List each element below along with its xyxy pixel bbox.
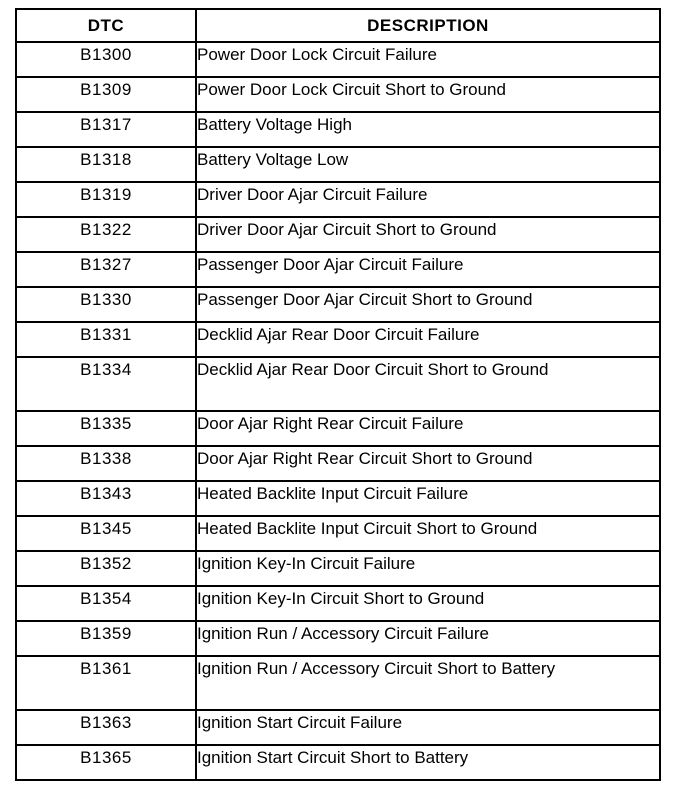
dtc-description: Passenger Door Ajar Circuit Failure [196, 252, 660, 287]
dtc-code: B1352 [16, 551, 196, 586]
dtc-description: Ignition Start Circuit Failure [196, 710, 660, 745]
dtc-code: B1354 [16, 586, 196, 621]
dtc-description: Ignition Key-In Circuit Short to Ground [196, 586, 660, 621]
table-row [16, 551, 660, 586]
table-row [16, 446, 660, 481]
dtc-description: Power Door Lock Circuit Failure [196, 42, 660, 77]
dtc-description: Heated Backlite Input Circuit Failure [196, 481, 660, 516]
table-row [16, 411, 660, 446]
header-dtc: DTC [16, 9, 196, 42]
table-row [16, 287, 660, 322]
table-row [16, 77, 660, 112]
table-row [16, 322, 660, 357]
dtc-code: B1361 [16, 656, 196, 710]
table-row [16, 252, 660, 287]
dtc-code: B1359 [16, 621, 196, 656]
dtc-code: B1322 [16, 217, 196, 252]
table-row [16, 147, 660, 182]
dtc-code: B1327 [16, 252, 196, 287]
dtc-code: B1363 [16, 710, 196, 745]
dtc-code: B1343 [16, 481, 196, 516]
header-description: DESCRIPTION [196, 9, 660, 42]
dtc-description: Power Door Lock Circuit Short to Ground [196, 77, 660, 112]
table-row [16, 182, 660, 217]
table-row [16, 217, 660, 252]
dtc-description: Decklid Ajar Rear Door Circuit Short to Ground [196, 357, 660, 411]
dtc-description: Battery Voltage Low [196, 147, 660, 182]
dtc-code: B1309 [16, 77, 196, 112]
table-row [16, 656, 660, 710]
dtc-description: Heated Backlite Input Circuit Short to Ground [196, 516, 660, 551]
dtc-code: B1335 [16, 411, 196, 446]
table-row [16, 745, 660, 780]
dtc-code: B1331 [16, 322, 196, 357]
dtc-code: B1338 [16, 446, 196, 481]
dtc-description: Ignition Start Circuit Short to Battery [196, 745, 660, 780]
dtc-description: Ignition Run / Accessory Circuit Failure [196, 621, 660, 656]
dtc-description: Passenger Door Ajar Circuit Short to Ground [196, 287, 660, 322]
table-row [16, 586, 660, 621]
dtc-description: Ignition Key-In Circuit Failure [196, 551, 660, 586]
dtc-code: B1334 [16, 357, 196, 411]
dtc-description: Driver Door Ajar Circuit Failure [196, 182, 660, 217]
table-row [16, 710, 660, 745]
dtc-code: B1317 [16, 112, 196, 147]
table-row [16, 481, 660, 516]
table-header-row [16, 9, 660, 42]
table-row [16, 112, 660, 147]
dtc-description: Ignition Run / Accessory Circuit Short to Battery [196, 656, 660, 710]
dtc-description: Door Ajar Right Rear Circuit Failure [196, 411, 660, 446]
dtc-code: B1330 [16, 287, 196, 322]
dtc-code: B1300 [16, 42, 196, 77]
dtc-description: Driver Door Ajar Circuit Short to Ground [196, 217, 660, 252]
dtc-description: Decklid Ajar Rear Door Circuit Failure [196, 322, 660, 357]
dtc-code: B1345 [16, 516, 196, 551]
dtc-table [15, 8, 661, 781]
table-row [16, 621, 660, 656]
table-row [16, 357, 660, 411]
dtc-description: Battery Voltage High [196, 112, 660, 147]
table-row [16, 42, 660, 77]
dtc-code: B1318 [16, 147, 196, 182]
dtc-code: B1365 [16, 745, 196, 780]
dtc-description: Door Ajar Right Rear Circuit Short to Ground [196, 446, 660, 481]
dtc-code: B1319 [16, 182, 196, 217]
table-row [16, 516, 660, 551]
